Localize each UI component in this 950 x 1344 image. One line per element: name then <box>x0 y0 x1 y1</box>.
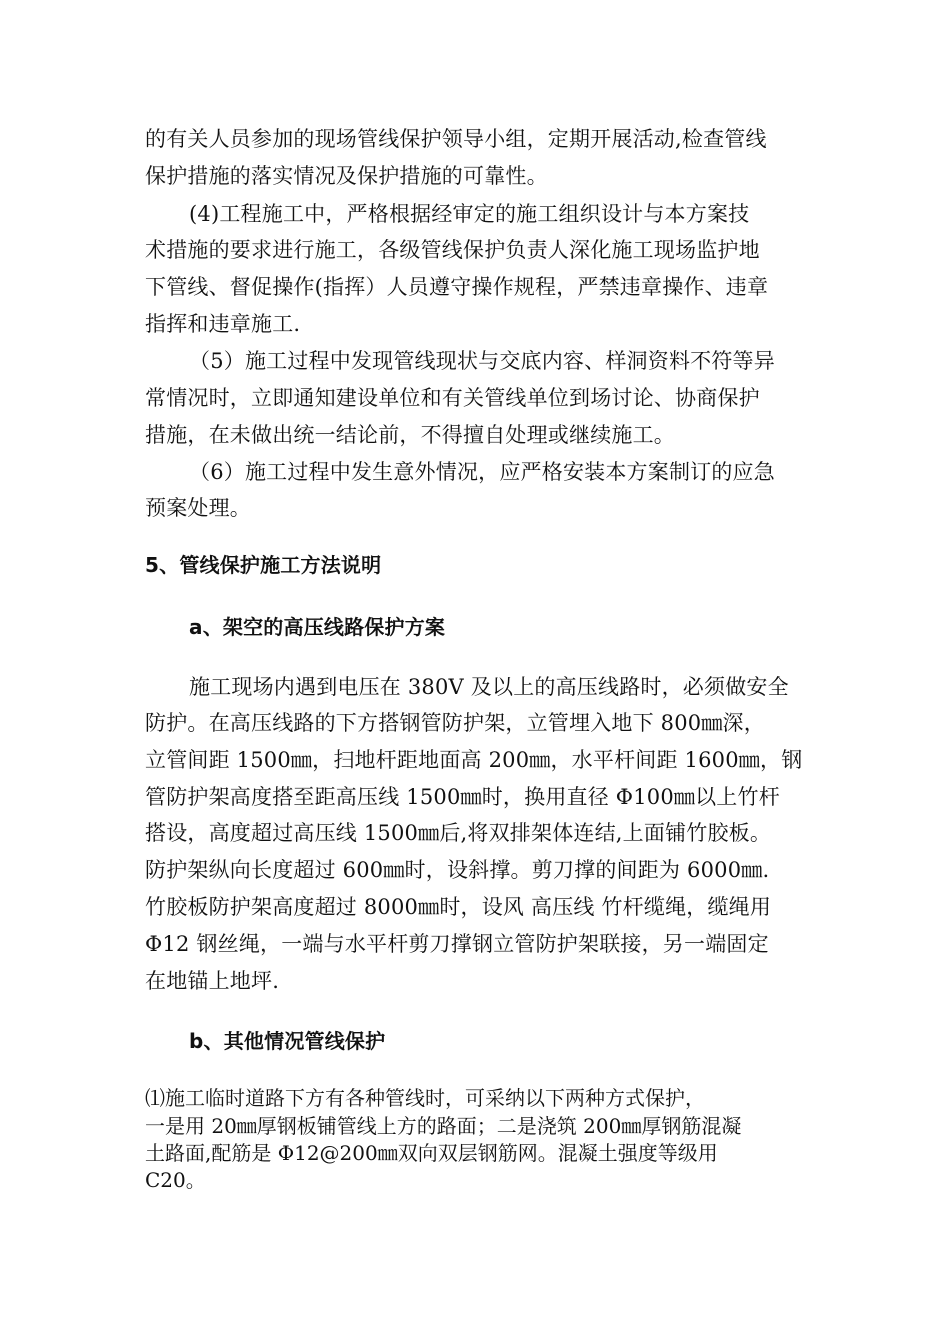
text-line: 防护。在高压线路的下方搭钢管防护架，立管埋入地下 800㎜深， <box>145 711 765 735</box>
text-line: 指挥和违章施工. <box>145 312 301 336</box>
text-line: Φ12 钢丝绳，一端与水平杆剪刀撑钢立管防护架联接，另一端固定 <box>145 932 769 956</box>
subsection-heading-a: a、架空的高压线路保护方案 <box>189 615 446 639</box>
text-line: 术措施的要求进行施工，各级管线保护负责人深化施工现场监护地 <box>145 238 760 262</box>
text-line: 的有关人员参加的现场管线保护领导小组，定期开展活动,检查管线 <box>145 127 767 151</box>
text-line: 下管线、督促操作(指挥）人员遵守操作规程，严禁违章操作、违章 <box>145 275 769 299</box>
text-line: 搭设，高度超过高压线 1500㎜后,将双排架体连结,上面铺竹胶板。 <box>145 821 772 845</box>
text-line: 常情况时，立即通知建设单位和有关管线单位到场讨论、协商保护 <box>145 386 760 410</box>
text-line: (4)工程施工中，严格根据经审定的施工组织设计与本方案技 <box>189 202 750 226</box>
text-line: 防护架纵向长度超过 600㎜时，设斜撑。剪刀撑的间距为 6000㎜. <box>145 858 770 882</box>
text-line: 土路面,配筋是 Φ12@200㎜双向双层钢筋网。混凝土强度等级用 <box>145 1141 718 1165</box>
text-line: 施工现场内遇到电压在 380V 及以上的高压线路时，必须做安全 <box>189 675 789 699</box>
text-line: C20。 <box>145 1168 206 1192</box>
text-line: 在地锚上地坪. <box>145 969 280 993</box>
subsection-heading-b: b、其他情况管线保护 <box>189 1029 386 1053</box>
text-line: 措施，在未做出统一结论前，不得擅自处理或继续施工。 <box>145 423 675 447</box>
text-line: （6）施工过程中发生意外情况，应严格安装本方案制订的应急 <box>189 460 775 484</box>
text-line: 保护措施的落实情况及保护措施的可靠性。 <box>145 164 548 188</box>
text-line: 一是用 20㎜厚钢板铺管线上方的路面；二是浇筑 200㎜厚钢筋混凝 <box>145 1114 742 1138</box>
text-line: 立管间距 1500㎜，扫地杆距地面高 200㎜，水平杆间距 1600㎜，钢 <box>145 748 803 772</box>
text-line: ⑴施工临时道路下方有各种管线时，可采纳以下两种方式保护， <box>145 1086 705 1110</box>
text-line: 管防护架高度搭至距高压线 1500㎜时，换用直径 Φ100㎜以上竹杆 <box>145 785 780 809</box>
section-heading: 5、管线保护施工方法说明 <box>145 553 382 577</box>
text-line: 竹胶板防护架高度超过 8000㎜时，设风 高压线 竹杆缆绳，缆绳用 <box>145 895 772 919</box>
text-line: 预案处理。 <box>145 496 251 520</box>
text-line: （5）施工过程中发现管线现状与交底内容、样洞资料不符等异 <box>189 349 775 373</box>
